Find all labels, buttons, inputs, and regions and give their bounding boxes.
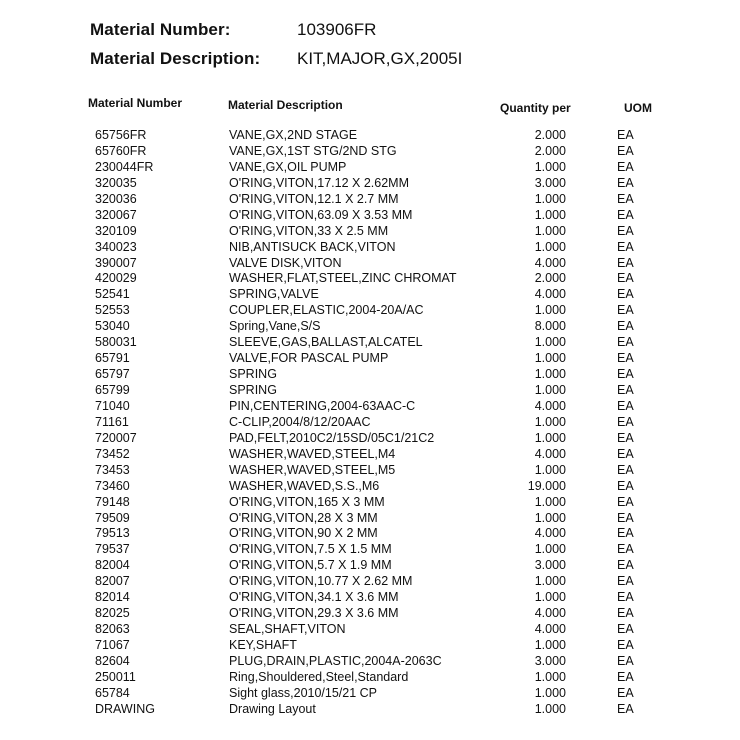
table-row: [0, 415, 740, 431]
cell-material-number: 82014: [95, 590, 130, 605]
cell-material-description: O'RING,VITON,165 X 3 MM: [229, 494, 385, 509]
cell-quantity: 1.000: [534, 159, 566, 174]
cell-uom: EA: [617, 191, 634, 206]
cell-material-number: 65756FR: [95, 128, 147, 142]
cell-quantity: 4.000: [534, 287, 566, 302]
table-row: [0, 256, 740, 272]
cell-quantity: 1.000: [534, 351, 566, 366]
cell-material-description: O'RING,VITON,17.12 X 2.62MM: [229, 175, 409, 190]
cell-material-number: 71067: [95, 638, 130, 652]
cell-quantity: 8.000: [534, 319, 566, 334]
table-row: [0, 654, 740, 670]
cell-quantity: 19.000: [527, 478, 566, 493]
cell-quantity: 2.000: [534, 271, 566, 286]
cell-quantity: 1.000: [534, 223, 566, 238]
cell-material-description: Spring,Vane,S/S: [229, 319, 321, 334]
cell-uom: EA: [617, 701, 634, 716]
cell-material-number: 580031: [95, 335, 137, 350]
table-row: [0, 271, 740, 287]
cell-material-number: 82604: [95, 653, 130, 668]
cell-material-number: 320109: [95, 223, 137, 238]
cell-material-number: 230044FR: [95, 159, 154, 174]
cell-material-number: 65760FR: [95, 143, 147, 158]
cell-material-number: 82007: [95, 574, 130, 589]
column-header-material-description: Material Description: [228, 98, 343, 112]
cell-material-description: SLEEVE,GAS,BALLAST,ALCATEL: [229, 335, 423, 350]
cell-material-description: O'RING,VITON,5.7 X 1.9 MM: [229, 558, 392, 573]
cell-uom: EA: [617, 271, 634, 286]
table-row: [0, 144, 740, 160]
cell-uom: EA: [617, 383, 634, 397]
cell-material-description: O'RING,VITON,63.09 X 3.53 MM: [229, 207, 413, 222]
cell-quantity: 1.000: [534, 462, 566, 477]
cell-material-description: WASHER,WAVED,S.S.,M6: [229, 478, 380, 493]
material-description-label: Material Description:: [90, 49, 261, 68]
cell-quantity: 1.000: [534, 335, 566, 350]
cell-quantity: 4.000: [534, 446, 566, 461]
cell-material-number: 53040: [95, 319, 130, 334]
cell-material-description: O'RING,VITON,90 X 2 MM: [229, 526, 378, 541]
cell-material-number: 65797: [95, 367, 130, 382]
cell-quantity: 1.000: [534, 574, 566, 589]
cell-quantity: 3.000: [534, 175, 566, 190]
cell-material-description: WASHER,FLAT,STEEL,ZINC CHROMAT: [229, 271, 457, 286]
cell-uom: EA: [617, 430, 634, 445]
cell-material-number: 71040: [95, 398, 130, 413]
table-row: [0, 176, 740, 192]
cell-material-description: SEAL,SHAFT,VITON: [229, 622, 346, 637]
table-row: [0, 224, 740, 240]
material-description-value: KIT,MAJOR,GX,2005I: [297, 49, 463, 68]
cell-quantity: 4.000: [534, 255, 566, 270]
cell-uom: EA: [617, 526, 634, 541]
cell-uom: EA: [617, 239, 634, 254]
cell-uom: EA: [617, 287, 634, 302]
cell-material-description: VANE,GX,2ND STAGE: [229, 128, 358, 142]
cell-material-number: 320035: [95, 175, 137, 190]
cell-uom: EA: [617, 590, 634, 605]
cell-material-description: O'RING,VITON,34.1 X 3.6 MM: [229, 590, 399, 605]
column-header-uom: UOM: [624, 101, 652, 115]
table-row: [0, 128, 740, 144]
cell-material-number: 82063: [95, 622, 130, 637]
cell-quantity: 2.000: [534, 128, 566, 142]
cell-quantity: 4.000: [534, 622, 566, 637]
cell-material-number: 79148: [95, 494, 130, 509]
cell-material-description: WASHER,WAVED,STEEL,M5: [229, 462, 396, 477]
table-row: [0, 686, 740, 702]
cell-uom: EA: [617, 303, 634, 318]
table-row: [0, 208, 740, 224]
cell-uom: EA: [617, 335, 634, 350]
cell-quantity: 2.000: [534, 143, 566, 158]
cell-quantity: 1.000: [534, 542, 566, 557]
cell-quantity: 1.000: [534, 590, 566, 605]
table-row: [0, 399, 740, 415]
cell-uom: EA: [617, 446, 634, 461]
cell-uom: EA: [617, 207, 634, 222]
cell-material-description: O'RING,VITON,29.3 X 3.6 MM: [229, 606, 399, 621]
table-row: [0, 192, 740, 208]
cell-material-description: Drawing Layout: [229, 701, 316, 716]
table-row: [0, 463, 740, 479]
cell-quantity: 1.000: [534, 701, 566, 716]
cell-material-number: 79513: [95, 526, 130, 541]
cell-quantity: 1.000: [534, 367, 566, 382]
table-row: [0, 351, 740, 367]
cell-uom: EA: [617, 128, 634, 142]
bill-of-materials-table: [0, 128, 740, 718]
cell-quantity: 1.000: [534, 638, 566, 652]
cell-material-description: O'RING,VITON,7.5 X 1.5 MM: [229, 542, 392, 557]
cell-uom: EA: [617, 558, 634, 573]
table-row: [0, 495, 740, 511]
column-header-material-number: Material Number: [88, 96, 183, 110]
cell-material-number: 73452: [95, 446, 130, 461]
cell-uom: EA: [617, 510, 634, 525]
cell-uom: EA: [617, 494, 634, 509]
cell-material-number: 73460: [95, 478, 130, 493]
table-row: [0, 367, 740, 383]
material-number-value: 103906FR: [297, 20, 377, 39]
table-row: [0, 479, 740, 495]
cell-material-number: 720007: [95, 430, 137, 445]
table-row: [0, 431, 740, 447]
table-row: [0, 511, 740, 527]
cell-material-description: PAD,FELT,2010C2/15SD/05C1/21C2: [229, 430, 435, 445]
cell-uom: EA: [617, 638, 634, 652]
cell-material-number: 250011: [95, 669, 136, 684]
cell-material-number: 73453: [95, 462, 130, 477]
cell-quantity: 1.000: [534, 383, 566, 397]
cell-material-description: SPRING,VALVE: [229, 287, 319, 302]
table-row: [0, 590, 740, 606]
table-row: [0, 303, 740, 319]
cell-quantity: 1.000: [534, 191, 566, 206]
cell-quantity: 1.000: [534, 303, 566, 318]
table-row: [0, 638, 740, 654]
cell-material-number: 320067: [95, 207, 137, 222]
cell-material-description: C-CLIP,2004/8/12/20AAC: [229, 414, 371, 429]
cell-quantity: 1.000: [534, 510, 566, 525]
column-header-quantity-per: Quantity per: [500, 101, 571, 115]
cell-uom: EA: [617, 319, 634, 334]
cell-material-number: 390007: [95, 255, 137, 270]
table-row: [0, 542, 740, 558]
cell-quantity: 1.000: [534, 685, 566, 700]
cell-material-description: O'RING,VITON,12.1 X 2.7 MM: [229, 191, 399, 206]
cell-uom: EA: [617, 351, 634, 366]
cell-uom: EA: [617, 398, 634, 413]
cell-quantity: 1.000: [534, 239, 566, 254]
table-row: [0, 240, 740, 256]
table-row: [0, 558, 740, 574]
material-number-label: Material Number:: [90, 20, 231, 39]
cell-quantity: 4.000: [534, 398, 566, 413]
table-row: [0, 622, 740, 638]
cell-uom: EA: [617, 685, 634, 700]
cell-material-description: PIN,CENTERING,2004-63AAC-C: [229, 398, 416, 413]
table-row: [0, 702, 740, 718]
table-row: [0, 526, 740, 542]
cell-material-number: 65791: [95, 351, 130, 366]
cell-material-description: O'RING,VITON,10.77 X 2.62 MM: [229, 574, 413, 589]
cell-quantity: 1.000: [534, 669, 566, 684]
cell-material-number: 52541: [95, 287, 130, 302]
cell-uom: EA: [617, 542, 634, 557]
table-row: [0, 447, 740, 463]
cell-quantity: 3.000: [534, 653, 566, 668]
table-row: [0, 335, 740, 351]
cell-material-number: DRAWING: [95, 701, 155, 716]
cell-uom: EA: [617, 606, 634, 621]
cell-material-number: 340023: [95, 239, 137, 254]
cell-uom: EA: [617, 478, 634, 493]
cell-uom: EA: [617, 367, 634, 382]
cell-material-description: PLUG,DRAIN,PLASTIC,2004A-2063C: [229, 653, 442, 668]
cell-material-description: KEY,SHAFT: [229, 638, 297, 652]
cell-material-number: 52553: [95, 303, 130, 318]
cell-quantity: 3.000: [534, 558, 566, 573]
cell-uom: EA: [617, 574, 634, 589]
cell-material-description: VALVE,FOR PASCAL PUMP: [229, 351, 389, 366]
cell-material-description: WASHER,WAVED,STEEL,M4: [229, 446, 396, 461]
cell-uom: EA: [617, 159, 634, 174]
table-row: [0, 319, 740, 335]
cell-quantity: 1.000: [534, 494, 566, 509]
cell-quantity: 4.000: [534, 526, 566, 541]
cell-material-number: 65784: [95, 685, 130, 700]
cell-uom: EA: [617, 622, 634, 637]
cell-material-number: 65799: [95, 383, 130, 397]
cell-material-description: COUPLER,ELASTIC,2004-20A/AC: [229, 303, 424, 318]
cell-uom: EA: [617, 255, 634, 270]
table-row: [0, 606, 740, 622]
cell-material-number: 82025: [95, 606, 130, 621]
table-row: [0, 383, 740, 399]
table-row: [0, 670, 740, 686]
cell-material-description: SPRING: [229, 383, 277, 397]
cell-material-description: SPRING: [229, 367, 277, 382]
cell-material-description: O'RING,VITON,28 X 3 MM: [229, 510, 378, 525]
cell-quantity: 1.000: [534, 430, 566, 445]
cell-quantity: 4.000: [534, 606, 566, 621]
cell-quantity: 1.000: [534, 207, 566, 222]
cell-material-number: 320036: [95, 191, 137, 206]
cell-material-description: Sight glass,2010/15/21 CP: [229, 685, 378, 700]
cell-material-number: 82004: [95, 558, 130, 573]
cell-material-description: VANE,GX,1ST STG/2ND STG: [229, 143, 397, 158]
table-row: [0, 287, 740, 303]
table-row: [0, 160, 740, 176]
cell-material-number: 79509: [95, 510, 130, 525]
cell-uom: EA: [617, 462, 634, 477]
cell-uom: EA: [617, 669, 634, 684]
cell-uom: EA: [617, 653, 634, 668]
cell-uom: EA: [617, 414, 634, 429]
cell-material-description: VANE,GX,OIL PUMP: [229, 159, 347, 174]
cell-material-description: O'RING,VITON,33 X 2.5 MM: [229, 223, 389, 238]
cell-material-number: 79537: [95, 542, 130, 557]
table-row: [0, 574, 740, 590]
cell-material-description: Ring,Shouldered,Steel,Standard: [229, 669, 409, 684]
cell-uom: EA: [617, 223, 634, 238]
cell-uom: EA: [617, 175, 634, 190]
cell-material-number: 71161: [95, 414, 129, 429]
cell-material-number: 420029: [95, 271, 137, 286]
cell-material-description: VALVE DISK,VITON: [229, 255, 342, 270]
cell-quantity: 1.000: [534, 414, 566, 429]
cell-uom: EA: [617, 143, 634, 158]
cell-material-description: NIB,ANTISUCK BACK,VITON: [229, 239, 396, 254]
